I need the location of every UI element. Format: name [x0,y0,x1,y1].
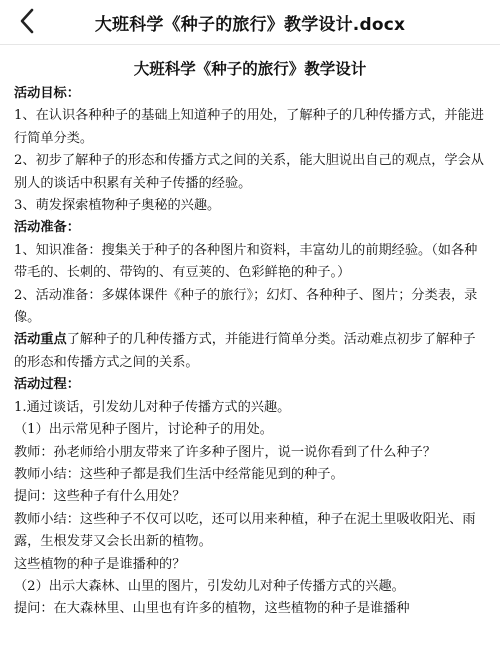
process-line: 提问：在大森林里、山里也有许多的植物，这些植物的种子是谁播种 [14,601,410,617]
document-body [0,57,500,621]
top-bar [0,0,500,45]
process-line: 教师小结：这些种子不仅可以吃，还可以用来种植，种子在泥土里吸收阳光、雨露，生根发芽又会长出新的植物。 [14,511,476,550]
process-line: （1）出示常见种子图片，讨论种子的用处。 [14,422,273,438]
focus-text: 了解种子的几种传播方式，并能进行简单分类。活动难点初步了解种子的形态和传播方式之间的关系。 [14,332,476,370]
process-line: 教师小结：这些种子都是我们生活中经常能见到的种子。 [14,466,344,482]
goal-item: 1、在认识各种种子的基础上知道种子的用处，了解种子的几种传播方式，并能进行简单分类。 [14,108,484,146]
process-line: 提问：这些种子有什么用处？ [14,489,186,505]
process-heading: 活动过程： [14,377,80,393]
goal-item: 2、初步了解种子的形态和传播方式之间的关系，能大胆说出自己的观点，学会从别人的谈话中积累有关种子传播的经验。 [14,153,484,191]
goal-item: 3、萌发探索植物种子奥秘的兴趣。 [14,198,221,214]
process-line: 教师：孙老师给小朋友带来了许多种子图片，说一说你看到了什么种子？ [14,444,436,460]
prep-heading: 活动准备： [14,220,80,236]
goals-heading: 活动目标： [14,86,80,101]
process-line: 1.通过谈话，引发幼儿对种子传播方式的兴趣。 [14,399,291,415]
back-button[interactable] [12,6,42,36]
chevron-left-icon [19,8,35,34]
focus-paragraph [14,329,486,374]
prep-item: 1、知识准备：搜集关于种子的各种图片和资料，丰富幼儿的前期经验。（如各种带毛的、长刺的、带钩的、有豆荚的、色彩鲜艳的种子。） [14,242,478,281]
prep-item: 2、活动准备：多媒体课件《种子的旅行》；幻灯、各种种子、图片；分类表，录像。 [14,287,478,326]
file-title: 大班科学《种子的旅行》教学设计.docx [94,14,406,35]
document-title: 大班科学《种子的旅行》教学设计 [133,59,367,78]
process-line: （2）出示大森林、山里的图片，引发幼儿对种子传播方式的兴趣。 [14,578,405,594]
focus-key: 活动重点 [14,332,67,348]
process-line: 这些植物的种子是谁播种的？ [14,556,186,572]
